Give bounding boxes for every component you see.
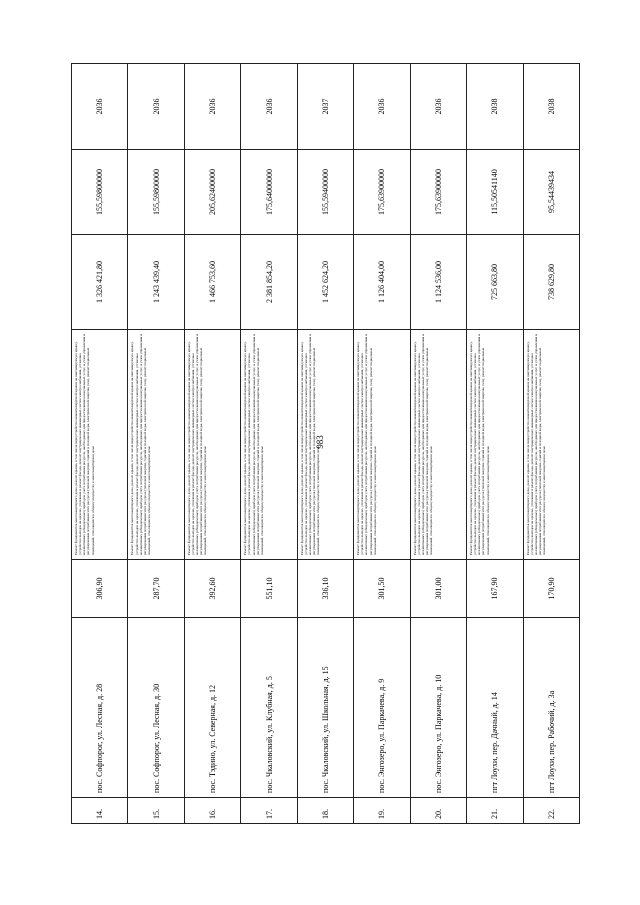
cost-cell: 1 326 421,80 bbox=[72, 235, 128, 330]
year-cell: 2036 bbox=[72, 64, 128, 150]
rate-cell: 175,64000000 bbox=[241, 150, 297, 235]
cost-cell: 1 466 753,60 bbox=[184, 235, 240, 330]
area-cell: 301,00 bbox=[410, 560, 466, 618]
area-cell: 306,90 bbox=[72, 560, 128, 618]
address-cell: пос. Энгозеро, ул. Паркачева, д. 10 bbox=[410, 618, 466, 798]
row-number-cell: 17. bbox=[241, 798, 297, 824]
area-cell: 392,60 bbox=[184, 560, 240, 618]
table-row bbox=[241, 64, 297, 824]
work-description-cell: Ремонт фундаментов многоквартирного дома, ремонт крыши, в том числе переустройство невентилируемой крыши на вентилируемую крышу, устройство выходов на кровлю, утепление и ремонт фасада, ремонт внутридомовых инженерных систем электроснабжения, установка коллективных (общедомовых) приборов учета потребления ресурсов, необходимых для предоставления коммунальных услуг, и узлов управления и регулирования потребления этих ресурсов (тепловой энергии, горячей и холодной воды, электрической энергии, газа), ремонт подвальных помещений, относящихся к общему имуществу в многоквартирном доме bbox=[128, 330, 184, 560]
row-number-cell: 21. bbox=[467, 798, 523, 824]
cost-cell: 1 452 624,20 bbox=[297, 235, 353, 330]
rate-cell: 175,63900000 bbox=[410, 150, 466, 235]
table-row bbox=[354, 64, 410, 824]
address-cell: пгт Лоухи, пер. Дачный, д. 14 bbox=[467, 618, 523, 798]
cost-cell: 1 124 536,00 bbox=[410, 235, 466, 330]
area-cell: 167,90 bbox=[467, 560, 523, 618]
rate-cell: 175,63900000 bbox=[354, 150, 410, 235]
year-cell: 2036 bbox=[241, 64, 297, 150]
area-cell: 170,90 bbox=[523, 560, 580, 618]
table-row bbox=[523, 64, 580, 824]
work-description-cell: Ремонт фундаментов многоквартирного дома, ремонт крыши, в том числе переустройство невентилируемой крыши на вентилируемую крышу, устройство выходов на кровлю, утепление и ремонт фасада, ремонт внутридомовых инженерных систем электроснабжения, установка коллективных (общедомовых) приборов учета потребления ресурсов, необходимых для предоставления коммунальных услуг, и узлов управления и регулирования потребления этих ресурсов (тепловой энергии, горячей и холодной воды, электрической энергии, газа), ремонт подвальных помещений, относящихся к общему имуществу в многоквартирном доме bbox=[241, 330, 297, 560]
year-cell: 2036 bbox=[128, 64, 184, 150]
area-cell: 336,10 bbox=[297, 560, 353, 618]
program-table-container bbox=[71, 64, 580, 824]
table-row bbox=[467, 64, 523, 824]
page-number-text: 983 bbox=[315, 435, 325, 449]
rate-cell: 115,50541140 bbox=[467, 150, 523, 235]
table-row bbox=[128, 64, 184, 824]
table-row bbox=[72, 64, 128, 824]
table-row bbox=[410, 64, 466, 824]
table-row bbox=[297, 64, 353, 824]
area-cell: 301,50 bbox=[354, 560, 410, 618]
cost-cell: 1 126 404,00 bbox=[354, 235, 410, 330]
address-cell: пос. Чкаловский, ул. Клубная, д. 5 bbox=[241, 618, 297, 798]
table-row bbox=[184, 64, 240, 824]
year-cell: 2037 bbox=[297, 64, 353, 150]
rotated-table-frame bbox=[71, 64, 580, 824]
address-cell: пгт Лоухи, пер. Рабочий, д. 3а bbox=[523, 618, 580, 798]
cost-cell: 2 381 854,20 bbox=[241, 235, 297, 330]
year-cell: 2036 bbox=[184, 64, 240, 150]
address-cell: пос. Софпорог, ул. Лесная, д. 28 bbox=[72, 618, 128, 798]
work-description-cell: Ремонт фундаментов многоквартирного дома, ремонт крыши, в том числе переустройство невентилируемой крыши на вентилируемую крышу, устройство выходов на кровлю, утепление и ремонт фасада, ремонт внутридомовых инженерных систем электроснабжения, установка коллективных (общедомовых) приборов учета потребления ресурсов, необходимых для предоставления коммунальных услуг, и узлов управления и регулирования потребления этих ресурсов (тепловой энергии, горячей и холодной воды, электрической энергии, газа), ремонт подвальных помещений, относящихся к общему имуществу в многоквартирном доме bbox=[184, 330, 240, 560]
rate-cell: 155,59400000 bbox=[297, 150, 353, 235]
work-description-cell: Ремонт фундаментов многоквартирного дома, ремонт крыши, в том числе переустройство невентилируемой крыши на вентилируемую крышу, устройство выходов на кровлю, утепление и ремонт фасада, ремонт внутридомовых инженерных систем электроснабжения, установка коллективных (общедомовых) приборов учета потребления ресурсов, необходимых для предоставления коммунальных услуг, и узлов управления и регулирования потребления этих ресурсов (тепловой энергии, горячей и холодной воды, электрической энергии, газа), ремонт подвальных помещений, относящихся к общему имуществу в многоквартирном доме bbox=[523, 330, 580, 560]
work-description-cell: Ремонт фундаментов многоквартирного дома, ремонт крыши, в том числе переустройство невентилируемой крыши на вентилируемую крышу, устройство выходов на кровлю, утепление и ремонт фасада, ремонт внутридомовых инженерных систем электроснабжения, установка коллективных (общедомовых) приборов учета потребления ресурсов, необходимых для предоставления коммунальных услуг, и узлов управления и регулирования потребления этих ресурсов (тепловой энергии, горячей и холодной воды, электрической энергии, газа), ремонт подвальных помещений, относящихся к общему имуществу в многоквартирном доме bbox=[297, 330, 353, 560]
work-description-cell: Ремонт фундаментов многоквартирного дома, ремонт крыши, в том числе переустройство невентилируемой крыши на вентилируемую крышу, устройство выходов на кровлю, утепление и ремонт фасада, ремонт внутридомовых инженерных систем электроснабжения, установка коллективных (общедомовых) приборов учета потребления ресурсов, необходимых для предоставления коммунальных услуг, и узлов управления и регулирования потребления этих ресурсов (тепловой энергии, горячей и холодной воды, электрической энергии, газа), ремонт подвальных помещений, относящихся к общему имуществу в многоквартирном доме bbox=[410, 330, 466, 560]
row-number-cell: 19. bbox=[354, 798, 410, 824]
row-number-cell: 18. bbox=[297, 798, 353, 824]
address-cell: пос. Софпорог, ул. Лесная, д. 30 bbox=[128, 618, 184, 798]
rate-cell: 155,59800000 bbox=[72, 150, 128, 235]
area-cell: 287,70 bbox=[128, 560, 184, 618]
cost-cell: 725 663,80 bbox=[467, 235, 523, 330]
row-number-cell: 22. bbox=[523, 798, 580, 824]
row-number-cell: 20. bbox=[410, 798, 466, 824]
rate-cell: 205,62400000 bbox=[184, 150, 240, 235]
year-cell: 2038 bbox=[467, 64, 523, 150]
rate-cell: 155,59800000 bbox=[128, 150, 184, 235]
table-body bbox=[72, 64, 580, 824]
work-description-cell: Ремонт фундаментов многоквартирного дома, ремонт крыши, в том числе переустройство невентилируемой крыши на вентилируемую крышу, устройство выходов на кровлю, утепление и ремонт фасада, ремонт внутридомовых инженерных систем электроснабжения, установка коллективных (общедомовых) приборов учета потребления ресурсов, необходимых для предоставления коммунальных услуг, и узлов управления и регулирования потребления этих ресурсов (тепловой энергии, горячей и холодной воды, электрической энергии, газа), ремонт подвальных помещений, относящихся к общему имуществу в многоквартирном доме bbox=[72, 330, 128, 560]
work-description-cell: Ремонт фундаментов многоквартирного дома, ремонт крыши, в том числе переустройство невентилируемой крыши на вентилируемую крышу, устройство выходов на кровлю, утепление и ремонт фасада, ремонт внутридомовых инженерных систем электроснабжения, установка коллективных (общедомовых) приборов учета потребления ресурсов, необходимых для предоставления коммунальных услуг, и узлов управления и регулирования потребления этих ресурсов (тепловой энергии, горячей и холодной воды, электрической энергии, газа), ремонт подвальных помещений, относящихся к общему имуществу в многоквартирном доме bbox=[354, 330, 410, 560]
address-cell: пос. Тэдино, ул. Северная, д. 12 bbox=[184, 618, 240, 798]
work-description-cell: Ремонт фундаментов многоквартирного дома, ремонт крыши, в том числе переустройство невентилируемой крыши на вентилируемую крышу, устройство выходов на кровлю, утепление и ремонт фасада, ремонт внутридомовых инженерных систем электроснабжения, установка коллективных (общедомовых) приборов учета потребления ресурсов, необходимых для предоставления коммунальных услуг, и узлов управления и регулирования потребления этих ресурсов (тепловой энергии, горячей и холодной воды, электрической энергии, газа), ремонт подвальных помещений, относящихся к общему имуществу в многоквартирном доме bbox=[467, 330, 523, 560]
row-number-cell: 15. bbox=[128, 798, 184, 824]
year-cell: 2036 bbox=[354, 64, 410, 150]
year-cell: 2036 bbox=[410, 64, 466, 150]
address-cell: пос. Чкаловский, ул. Школьная, д. 15 bbox=[297, 618, 353, 798]
cost-cell: 738 629,80 bbox=[523, 235, 580, 330]
cost-cell: 1 243 439,40 bbox=[128, 235, 184, 330]
address-cell: пос. Энгозеро, ул. Паркачева, д. 9 bbox=[354, 618, 410, 798]
row-number-cell: 14. bbox=[72, 798, 128, 824]
year-cell: 2038 bbox=[523, 64, 580, 150]
area-cell: 551,10 bbox=[241, 560, 297, 618]
rate-cell: 95,54439434 bbox=[523, 150, 580, 235]
row-number-cell: 16. bbox=[184, 798, 240, 824]
program-table bbox=[71, 63, 580, 824]
